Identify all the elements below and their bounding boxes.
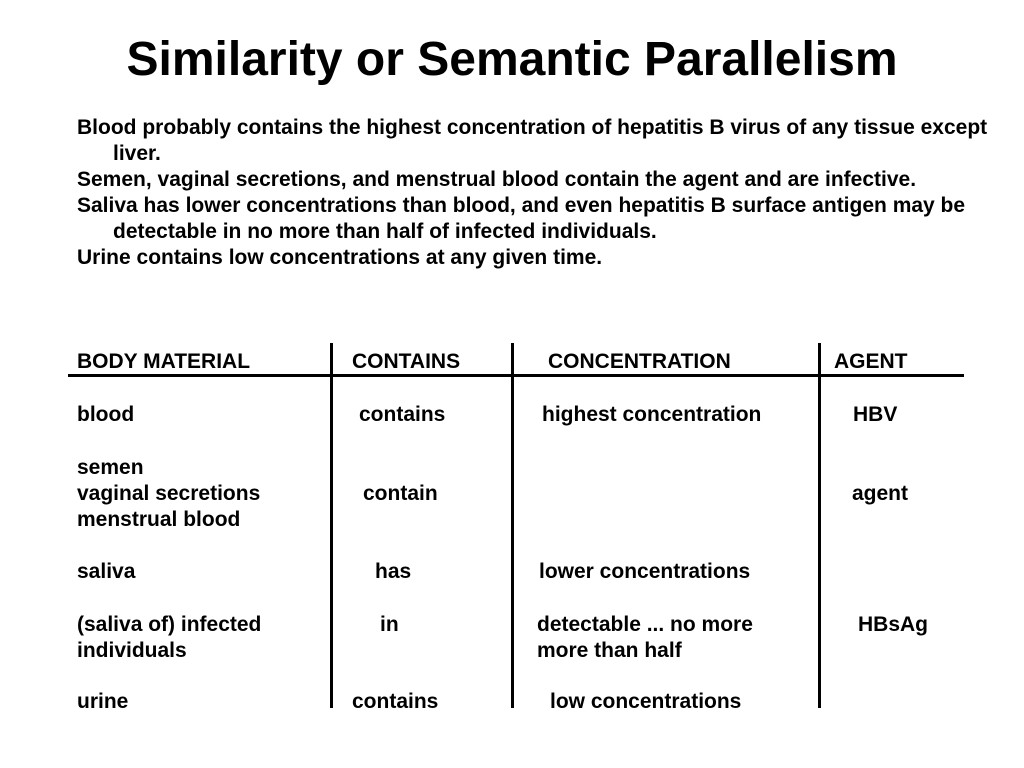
table-cell-material: (saliva of) infected (77, 613, 262, 636)
column-header-contains: CONTAINS (352, 350, 461, 373)
table-cell-concentration: more than half (537, 639, 682, 662)
table-cell-contains: contains (352, 690, 439, 713)
table-cell-material: menstrual blood (77, 508, 241, 531)
table-cell-material: vaginal secretions (77, 482, 261, 505)
column-header-agent: AGENT (834, 350, 908, 373)
table-cell-contains: contains (359, 403, 446, 426)
table-cell-material: blood (77, 403, 135, 426)
column-header-concentration: CONCENTRATION (548, 350, 731, 373)
bullet-item: Urine contains low concentrations at any given time. (77, 246, 603, 269)
table-cell-concentration: highest concentration (542, 403, 762, 426)
table-cell-concentration: lower concentrations (539, 560, 751, 583)
table-cell-agent: HBV (853, 403, 898, 426)
table-cell-material: semen (77, 456, 144, 479)
table-cell-contains: contain (363, 482, 438, 505)
table-cell-concentration: detectable ... no more (537, 613, 753, 636)
column-divider (511, 343, 514, 708)
table-cell-contains: has (375, 560, 412, 583)
table-cell-material: saliva (77, 560, 136, 583)
table-cell-material: urine (77, 690, 129, 713)
table-cell-agent: agent (852, 482, 909, 505)
column-divider (330, 343, 333, 708)
bullet-item: Semen, vaginal secretions, and menstrual blood contain the agent and are infective. (77, 168, 917, 191)
slide-title: Similarity or Semantic Parallelism (126, 33, 898, 86)
table-cell-contains: in (380, 613, 399, 636)
bullet-item: Blood probably contains the highest concentration of hepatitis B virus of any tissue except liver. (77, 116, 988, 165)
table-cell-material: individuals (77, 639, 187, 662)
bullet-item: Saliva has lower concentrations than blood, and even hepatitis B surface antigen may be detectable in no more than half of infected individuals. (77, 194, 966, 243)
table-cell-concentration: low concentrations (550, 690, 742, 713)
column-divider (818, 343, 821, 708)
bullet-list (77, 115, 997, 271)
column-header-body-material: BODY MATERIAL (77, 350, 251, 373)
table-cell-agent: HBsAg (858, 613, 929, 636)
